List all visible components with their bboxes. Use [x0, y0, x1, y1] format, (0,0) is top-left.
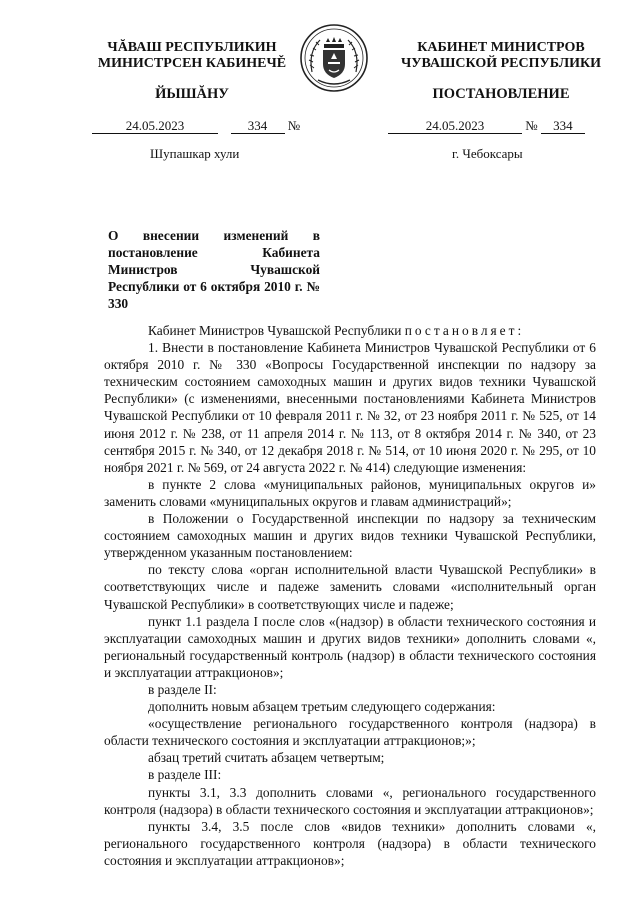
coat-of-arms-emblem [298, 22, 370, 94]
body-paragraph: пункты 3.4, 3.5 после слов «видов техники» дополнить словами «, регионального государственного контроля (надзора) в области технического состояния и эксплуатации аттракционов»; [104, 818, 596, 868]
intro-decree-word: постановляет: [404, 323, 525, 338]
intro-paragraph [104, 322, 596, 339]
body-paragraph: пункт 1.1 раздела I после слов «(надзор) в области технического состояния и эксплуатации самоходных машин и других видов техники» дополнить словами «, региональный государственный контроль (надзор) в области технического состояния и эксплуатации аттракционов»; [104, 613, 596, 680]
body-paragraph: в пункте 2 слова «муниципальных районов, муниципальных округов и» заменить словами «муниципальных округов и главам администраций»; [104, 476, 596, 509]
header-left [92, 40, 292, 102]
header-left-line1: ЧĂВАШ РЕСПУБЛИКИН [107, 40, 277, 55]
header-right-title: ПОСТАНОВЛЕНИЕ [432, 86, 570, 102]
intro-text: Кабинет Министров Чувашской Республики [148, 323, 402, 338]
body-paragraph: в разделе II: [148, 681, 217, 697]
header-left-title: ЙЫШĂНУ [155, 86, 229, 102]
header-right [396, 40, 606, 102]
number-right: 334 [541, 119, 585, 134]
body-paragraph: в Положении о Государственной инспекции по надзору за техническим состоянием самоходных машин и других видов техники Чувашской Республики, утвержденном указанным постановлением: [104, 511, 596, 561]
body-paragraph: «осуществление регионального государственного контроля (надзора) в области технического состояния и эксплуатации аттракционов;»; [104, 716, 596, 749]
header-right-line1: КАБИНЕТ МИНИСТРОВ [417, 40, 585, 55]
date-number-right [388, 118, 593, 134]
body-paragraph: абзац третий считать абзацем четвертым; [148, 750, 385, 766]
document-body [104, 322, 596, 869]
place-right: г. Чебоксары [452, 146, 523, 161]
document-title: О внесении изменений в постановление Кабинета Министров Чувашской Республики от 6 октября 2010 г. № 330 [108, 228, 320, 311]
date-left: 24.05.2023 [92, 119, 218, 134]
body-paragraph: пункты 3.1, 3.3 дополнить словами «, регионального государственного контроля (надзора) в области технического состояния и эксплуатации аттракционов»; [104, 784, 596, 817]
body-paragraph: в разделе III: [148, 767, 222, 783]
header-right-line2: ЧУВАШСКОЙ РЕСПУБЛИКИ [400, 56, 602, 71]
body-paragraph: по тексту слова «орган исполнительной власти Чувашской Республики» в соответствующих числе и падеже заменить словами «исполнительный орган Чувашской Республики» в соответствующих числе и падеже; [104, 562, 596, 612]
number-sign-left: № [287, 118, 301, 133]
body-paragraph: дополнить новым абзацем третьим следующего содержания: [148, 699, 496, 715]
number-sign-right: № [525, 118, 538, 133]
body-paragraph: 1. Внести в постановление Кабинета Министров Чувашской Республики от 6 октября 2010 г. № 330 «Вопросы Государственной инспекции по надзору за техническим состоянием самоходных машин и других видов техники Чувашской Республики» (с изменениями, внесенными постановлениями Кабинета Министров Чувашской Республики от 10 февраля 2011 г. № 32, от 23 ноября 2011 г. № 525, от 14 июня 2012 г. № 238, от 11 апреля 2014 г. № 113, от 8 октября 2014 г. № 340, от 23 сентября 2015 г. № 340, от 12 декабря 2018 г. № 514, от 10 июня 2020 г. № 295, от 10 ноября 2021 г. № 569, от 24 августа 2022 г. № 414) следующие изменения: [104, 340, 596, 475]
date-right: 24.05.2023 [388, 119, 522, 134]
date-number-left [92, 118, 302, 134]
place-left: Шупашкар хули [150, 146, 240, 161]
number-left: 334 [231, 119, 285, 134]
header-left-line2: МИНИСТРСЕН КАБИНЕЧĚ [97, 56, 287, 71]
